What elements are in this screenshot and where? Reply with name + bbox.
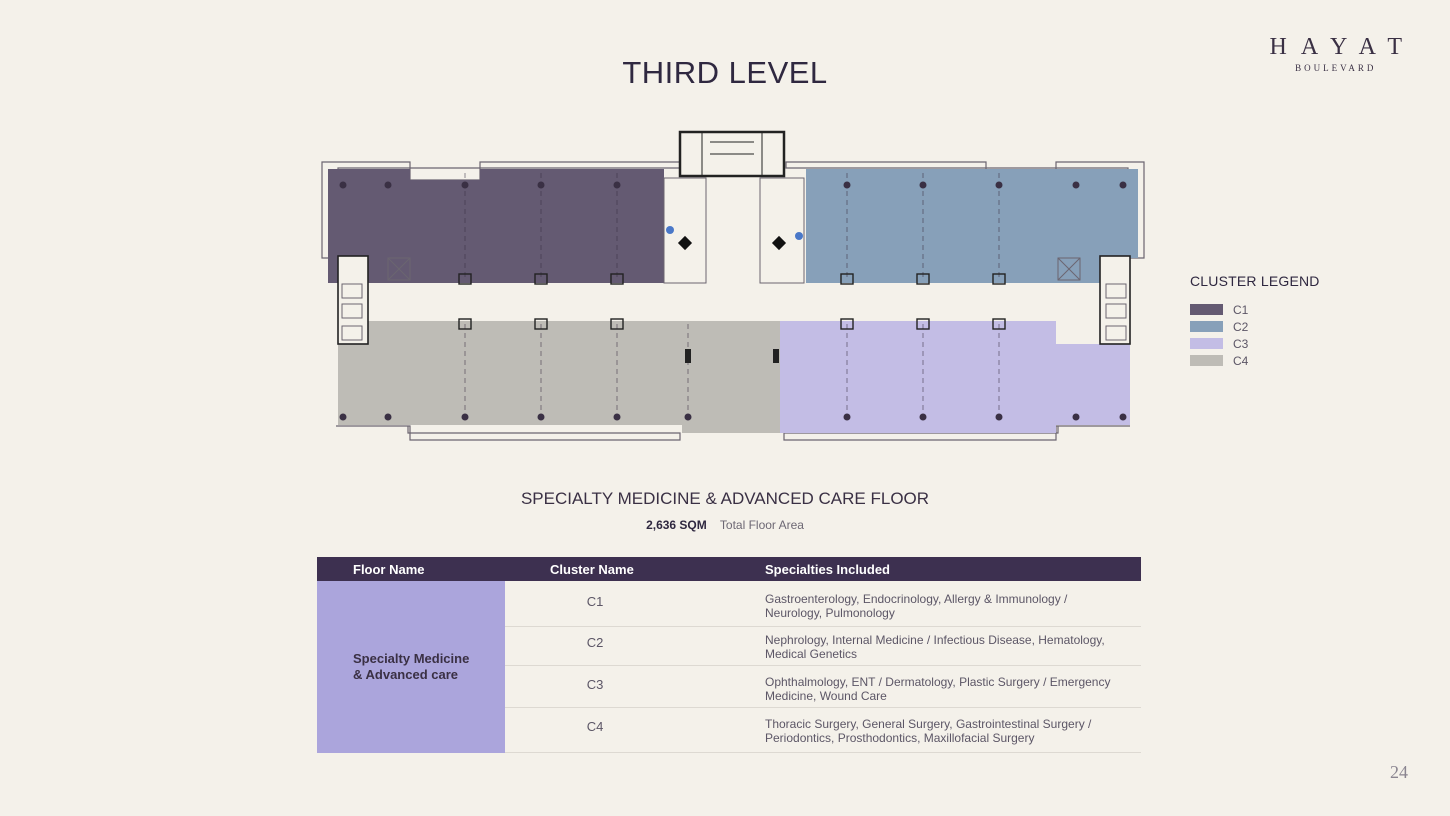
legend-label-c4: C4 [1233, 353, 1249, 368]
legend-label-c1: C1 [1233, 302, 1249, 317]
area-value: 2,636 SQM [646, 518, 707, 532]
cluster-c1-area [328, 169, 664, 283]
legend-item-c4 [1190, 352, 1320, 369]
table-row [505, 581, 1141, 627]
cluster-cell: C3 [586, 677, 604, 692]
brand-name: HAYAT [1269, 34, 1416, 60]
specialties-line2: Periodontics, Prosthodontics, Maxillofacial Surgery [765, 731, 1035, 745]
page-number: 24 [1390, 762, 1408, 782]
cluster-c4-area [338, 321, 780, 433]
floor-name-line1: Specialty Medicine [353, 651, 470, 666]
table-row [505, 708, 1141, 753]
specialties-cell [765, 717, 1141, 752]
legend-swatch-c1 [1190, 304, 1223, 315]
legend-title: CLUSTER LEGEND [1190, 273, 1320, 289]
specialties-cell [765, 633, 1141, 665]
legend-item-c3 [1190, 335, 1320, 352]
cluster-rows [505, 581, 1141, 753]
cluster-cell: C2 [586, 635, 604, 650]
header-cluster-name: Cluster Name [550, 561, 634, 577]
legend-swatch-c4 [1190, 355, 1223, 366]
floor-name-line2: & Advanced care [353, 667, 459, 682]
specialties-line2: Medical Genetics [765, 647, 858, 661]
specialties-line1: Ophthalmology, ENT / Dermatology, Plastic Surgery / Emergency [765, 675, 1111, 689]
table-header [317, 557, 1141, 581]
specialties-table [317, 557, 1141, 753]
floor-title: SPECIALTY MEDICINE & ADVANCED CARE FLOOR [520, 489, 930, 508]
header-floor-name: Floor Name [353, 561, 425, 577]
table-row [505, 627, 1141, 666]
header-specialties: Specialties Included [765, 561, 890, 577]
legend-label-c2: C2 [1233, 319, 1249, 334]
cluster-cell: C1 [586, 594, 604, 609]
specialties-cell [765, 592, 1141, 626]
floor-name-cell [317, 581, 505, 753]
specialties-line1: Nephrology, Internal Medicine / Infectious Disease, Hematology, [765, 633, 1105, 647]
cluster-legend [1190, 273, 1320, 369]
area-label: Total Floor Area [719, 518, 804, 532]
specialties-line2: Neurology, Pulmonology [765, 606, 895, 620]
legend-item-c1 [1190, 301, 1320, 318]
floor-plan [318, 128, 1148, 446]
legend-item-c2 [1190, 318, 1320, 335]
table-body [317, 581, 1141, 753]
cluster-cell: C4 [586, 719, 604, 734]
total-floor-area [0, 518, 1450, 532]
specialties-line1: Gastroenterology, Endocrinology, Allergy & Immunology / [765, 592, 1068, 606]
brand-subtitle: BOULEVARD [1295, 63, 1377, 73]
legend-swatch-c3 [1190, 338, 1223, 349]
legend-swatch-c2 [1190, 321, 1223, 332]
specialties-line1: Thoracic Surgery, General Surgery, Gastrointestinal Surgery / [765, 717, 1092, 731]
specialties-line2: Medicine, Wound Care [765, 689, 887, 703]
page-title: THIRD LEVEL [622, 55, 828, 90]
specialties-cell [765, 675, 1141, 707]
legend-label-c3: C3 [1233, 336, 1249, 351]
table-row [505, 666, 1141, 708]
